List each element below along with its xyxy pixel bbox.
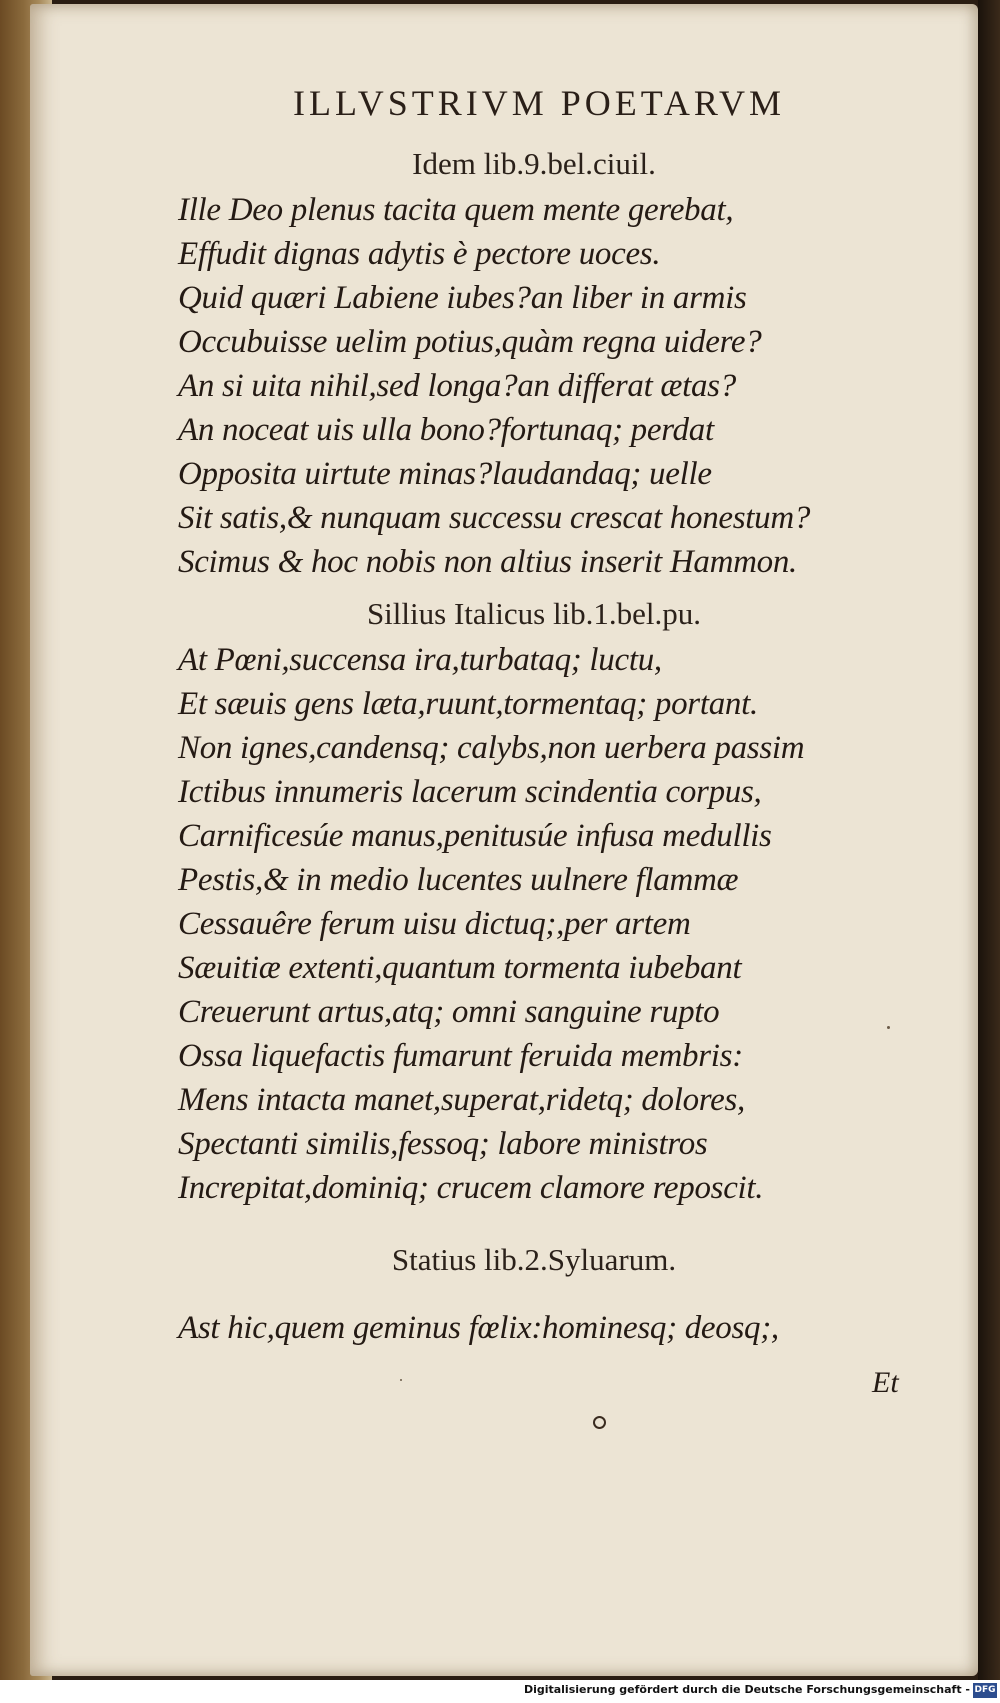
- verse-line: An noceat uis ulla bono?fortunaq; perdat: [178, 412, 714, 448]
- verse-line: Mens intacta manet,superat,ridetq; dolores,: [178, 1082, 745, 1118]
- dfg-logo-icon: DFG: [973, 1683, 997, 1698]
- paper-speck: [887, 1026, 890, 1029]
- section-title-statius: Statius lib.2.Syluarum.: [391, 1242, 677, 1277]
- paper-speck: [400, 1379, 402, 1381]
- verse-line: Sæuitiæ extenti,quantum tormenta iubebant: [178, 950, 742, 986]
- digitization-footer: [0, 1680, 1000, 1703]
- verse-line: Increpitat,dominiq; crucem clamore reposcit.: [178, 1170, 764, 1206]
- page-content: [30, 4, 978, 1676]
- catchword: Et: [872, 1366, 899, 1399]
- verse-line: Et sæuis gens læta,ruunt,tormentaq; portant.: [178, 686, 758, 722]
- verse-line: Spectanti similis,fessoq; labore ministros: [178, 1126, 708, 1162]
- verse-line: Occubuisse uelim potius,quàm regna uidere?: [178, 324, 762, 360]
- footer-credit: Digitalisierung gefördert durch die Deutsche Forschungsgemeinschaft -: [523, 1683, 970, 1696]
- section-title-silius: Sillius Italicus lib.1.bel.pu.: [366, 596, 702, 631]
- verse-line: Ossa liquefactis fumarunt feruida membris:: [178, 1038, 743, 1074]
- verse-line: Creuerunt artus,atq; omni sanguine rupto: [178, 994, 720, 1030]
- verse-line: Effudit dignas adytis è pectore uoces.: [178, 236, 661, 272]
- verse-line: Sit satis,& nunquam successu crescat honestum?: [178, 500, 811, 536]
- verse-line: Scimus & hoc nobis non altius inserit Hammon.: [178, 544, 797, 580]
- book-binding-right: [978, 0, 1000, 1703]
- verse-line: Ille Deo plenus tacita quem mente gerebat,: [178, 192, 734, 228]
- book-page: [30, 4, 978, 1676]
- verse-line: Opposita uirtute minas?laudandaq; uelle: [178, 456, 712, 492]
- running-header: ILLVSTRIVM POETARVM: [293, 83, 785, 123]
- verse-line: Carnificesúe manus,penitusúe infusa medullis: [178, 818, 772, 854]
- verse-line: Cessauêre ferum uisu dictuq;,per artem: [178, 906, 691, 942]
- verse-line: Ast hic,quem geminus fœlix:hominesq; deosq;,: [178, 1310, 779, 1346]
- verse-line: An si uita nihil,sed longa?an differat ætas?: [178, 368, 736, 404]
- verse-line: Quid quæri Labiene iubes?an liber in armis: [178, 280, 747, 316]
- section-title-lucan: Idem lib.9.bel.ciuil.: [412, 146, 656, 181]
- verse-line: At Pœni,succensa ira,turbataq; luctu,: [178, 642, 662, 678]
- verse-line: Non ignes,candensq; calybs,non uerbera passim: [178, 730, 805, 766]
- verse-line: Pestis,& in medio lucentes uulnere flammæ: [178, 862, 739, 898]
- verse-line: Ictibus innumeris lacerum scindentia corpus,: [178, 774, 762, 810]
- signature-mark: [593, 1416, 606, 1429]
